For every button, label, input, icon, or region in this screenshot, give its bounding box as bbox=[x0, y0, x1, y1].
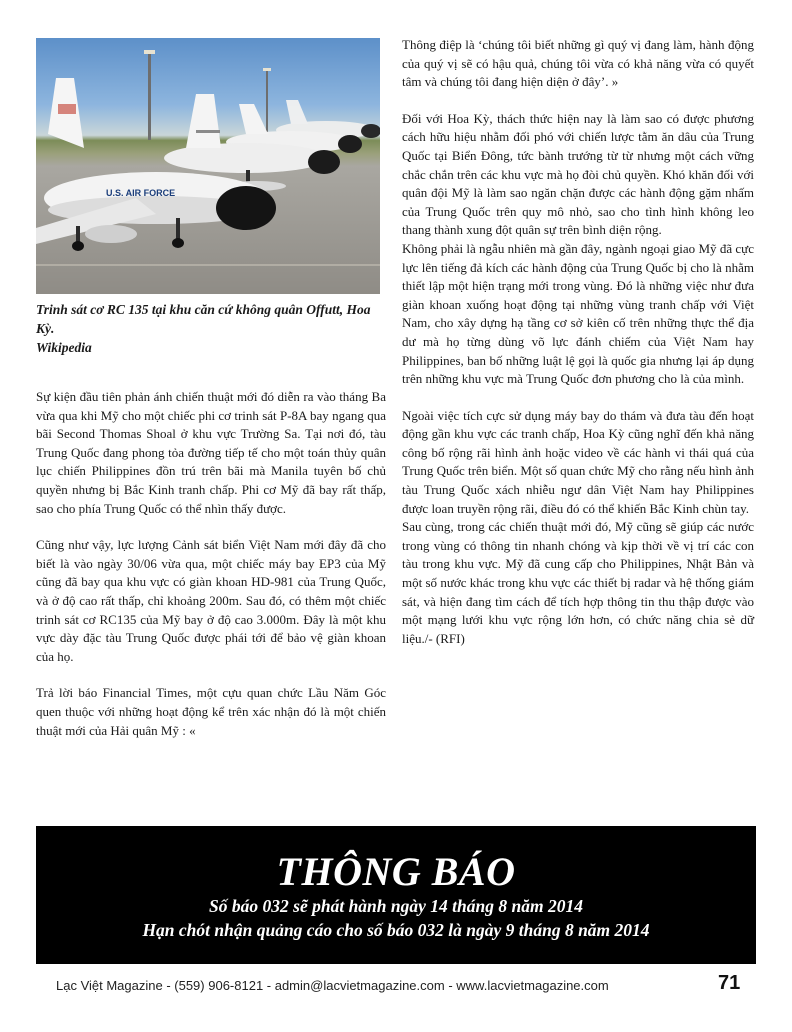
fuselage-label: U.S. AIR FORCE bbox=[106, 188, 176, 198]
article-paragraph: Ngoài việc tích cực sử dụng máy bay do thám và đưa tàu đến hoạt động gần khu vực các tranh chấp, Hoa Kỳ cũng nghĩ đến khả năng công bố rộng rãi hình ảnh hoặc video về các hành vi thái quá của Trung Quốc trên biển. Một số quan chức Mỹ cho rằng nếu hình ảnh tàu Trung Quốc xách nhiễu ngư dân Việt Nam hay Philippines được loan truyền rộng rãi, điều đó có thể khiến Bắc Kinh chùn tay. bbox=[402, 407, 754, 516]
rc135-aircraft-photo bbox=[36, 38, 380, 294]
aircraft-illustration bbox=[36, 38, 380, 294]
article-paragraph: Thông điệp là ‘chúng tôi biết những gì quý vị đang làm, hành động của quý vị sẽ có hậu quả, chúng tôi vừa có khả năng vừa có quyết tâm và chúng tôi đang hiện diện ở đây’. » bbox=[402, 37, 754, 90]
footer-contact: Lạc Việt Magazine - (559) 906-8121 - admin@lacvietmagazine.com - www.lacvietmagazine.com bbox=[56, 978, 609, 993]
caption-source: Wikipedia bbox=[36, 340, 92, 355]
article-paragraph: Trả lời báo Financial Times, một cựu quan chức Lầu Năm Góc quen thuộc với những hoạt động kể trên xác nhận đó là một chiến thuật mới của Hải quân Mỹ : « bbox=[36, 685, 386, 738]
announcement-box bbox=[36, 826, 756, 964]
article-paragraph: Đối với Hoa Kỳ, thách thức hiện nay là làm sao có được phương cách hữu hiệu nhằm đối phó với chiến lược tằm ăn dâu của Trung Quốc tại Biển Đông, tức bành trướng từ từ nhưng một cách vững chắc chắn trên các khu vực mà họ đòi chủ quyền. Khó khăn đối với quân đội Mỹ là làm sao ngăn chặn được các hành động gặm nhấm của Trung Quốc trên quy mô nhỏ, sao cho tình hình không leo thang thành xung đột quân sự trên bình diện rộng. bbox=[402, 110, 754, 238]
article-right-column bbox=[402, 36, 754, 648]
caption-text: Trinh sát cơ RC 135 tại khu căn cứ không quân Offutt, Hoa Kỳ. bbox=[36, 302, 371, 336]
announcement-title: THÔNG BÁO bbox=[276, 849, 516, 894]
article-paragraph: Không phải là ngẫu nhiên mà gần đây, ngành ngoại giao Mỹ đã cực lực lên tiếng đả kích các hành động của Trung Quốc bị cho là nhằm thiết lập một hiện trạng mới trong vùng. Đó là những việc như đưa giàn khoan xuống hoạt động tại những vùng tranh chấp với Việt Nam, cho xây dựng hạ tầng cơ sở kiên cố trên những thực thể địa dư mà họ từng dùng võ lực đánh chiếm của Việt Nam hay Philippines, ban bố những luật lệ gọi là quốc gia nhưng lại áp dụng trên những khu vực mà Trung Quốc đơn phương cho là của mình. bbox=[402, 240, 754, 387]
article-left-column bbox=[36, 388, 386, 740]
article-paragraph: Sự kiện đầu tiên phản ánh chiến thuật mới đó diễn ra vào tháng Ba vừa qua khi Mỹ cho một chiếc phi cơ trinh sát P-8A bay ngang qua bãi Second Thomas Shoal ở khu vực Trường Sa. Tại nơi đó, tàu Trung Quốc đang phong tỏa đường tiếp tế cho một toán thủy quân lục chiến Philippines đồn trú trên bãi mà Manila tuyên bố chủ quyền nhưng bị Bắc Kinh tranh chấp. Phi cơ Mỹ đã bay rất thấp, sao cho phía Trung Quốc có thể nhìn thấy được. bbox=[36, 389, 386, 516]
photo-caption bbox=[36, 300, 386, 357]
article-paragraph: Cũng như vậy, lực lượng Cảnh sát biển Việt Nam mới đây đã cho biết là vào ngày 30/06 vừa qua, một chiếc máy bay EP3 của Mỹ cũng đã bay qua khu vực có giàn khoan HD-981 của Trung Quốc, và ở độ cao rất thấp, chỉ khoảng 200m. Sau đó, có thêm một chiếc trinh sát cơ RC135 của Mỹ bay ở độ cao 3.000m. Đây là một khu vực dày đặc tàu Trung Quốc được phái tới để bảo vệ giàn khoan của họ. bbox=[36, 537, 386, 664]
article-paragraph: Sau cùng, trong các chiến thuật mới đó, Mỹ cũng sẽ giúp các nước trong vùng có thông tin nhanh chóng và kịp thời về vị trí các con tàu trong khu vực. Mỹ đã cung cấp cho Philippines, Nhật Bản và một số nước khác trong khu vực các thiết bị radar và hệ thống giám sát, và hiện đang tìm cách để tích hợp thông tin thu thập được vào một mạng lưới khu vực rộng lớn hơn, có chức năng chia sẻ dữ liệu./- (RFI) bbox=[402, 519, 754, 646]
announcement-line: Số báo 032 sẽ phát hành ngày 14 tháng 8 năm 2014 bbox=[209, 896, 583, 916]
announcement-line: Hạn chót nhận quảng cáo cho số báo 032 là ngày 9 tháng 8 năm 2014 bbox=[142, 920, 650, 940]
page-footer bbox=[0, 972, 792, 1002]
page-number: 71 bbox=[718, 972, 741, 994]
